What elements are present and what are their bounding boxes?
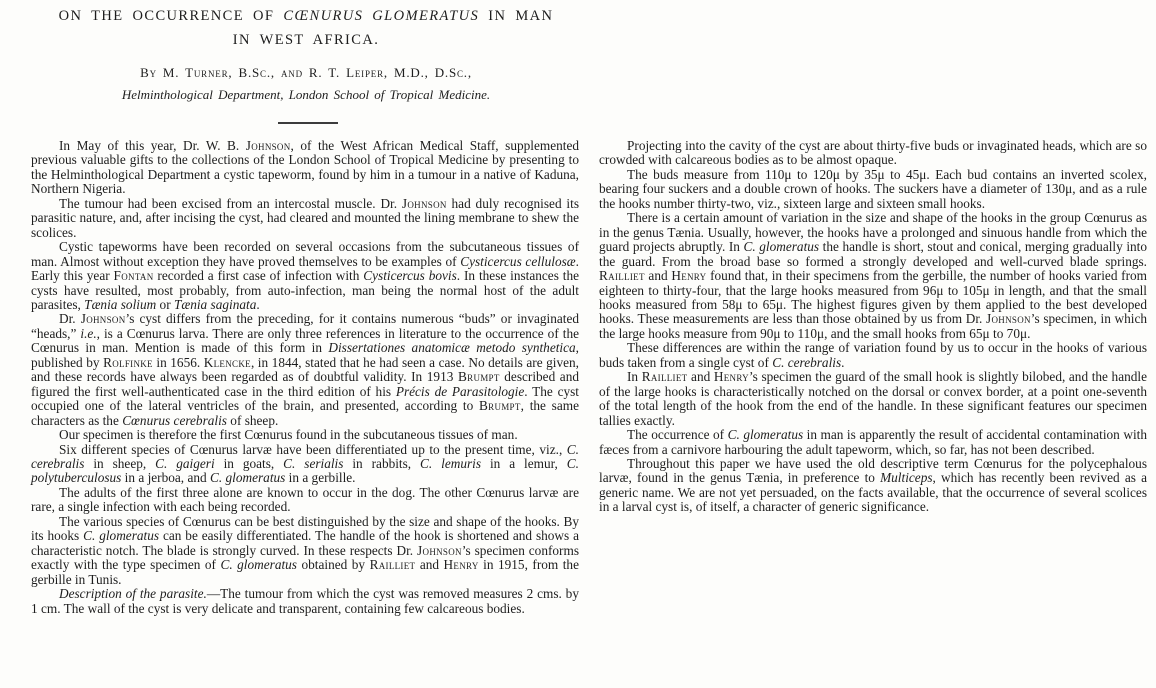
text-run: ’s specimen the guard of the small hook is slightly bilobed, and the handle of the large hooks is characteristically notched on the dorsal or convex border, at a point one-seventh of the total length of the hook from the end of the handle. In these significant features our specimen tallies exactly. <box>599 369 1147 428</box>
text-run: ’s specimen, in which the large hooks measure from 90μ to 110μ, and the small hooks from 65μ to 70μ. <box>599 311 1147 341</box>
text-run: Cœnurus cerebralis <box>122 412 227 428</box>
text-run: Klencke <box>203 354 251 370</box>
text-run: in 1656. <box>152 354 204 370</box>
text-run: The various species of Cœnurus can be best distinguished by the size and shape of the hooks. By its hooks <box>31 513 579 544</box>
text-run: Dissertationes anatomicæ metodo synthetica <box>328 340 576 356</box>
paragraph <box>31 587 579 616</box>
paragraph <box>31 240 579 312</box>
text-run: can be easily differentiated. The handle of the hook is shortened and shows a characteristic notch. The blade is strongly curved. In these respects Dr. <box>31 528 579 558</box>
paragraph <box>31 197 579 240</box>
text-run: Projecting into the cavity of the cyst are about thirty-five buds or invaginated heads, which are so crowded with calcareous bodies as to be almost opaque. <box>599 138 1147 168</box>
text-run: Tænia solium <box>84 296 157 312</box>
text-run: Dr. <box>59 311 81 327</box>
text-run: Description of the parasite. <box>59 586 207 602</box>
text-run: Cysticercus cellulosæ <box>460 253 576 269</box>
paragraph <box>599 139 1147 168</box>
text-run: , is a Cœnurus larva. There are only three references in literature to the occurrence of the Cœnurus in man. Mention is made of this form in <box>31 325 579 356</box>
paragraph <box>31 312 579 428</box>
text-run: These differences are within the range of variation found by us to occur in the hooks of various buds taken from a single cyst of <box>599 340 1147 370</box>
text-run: the handle is short, stout and conical, merging gradually into the guard. From the broad base so formed a strongly developed and well-curved blade springs. <box>599 239 1148 269</box>
text-run: obtained by <box>296 557 370 573</box>
text-run: Railliet <box>369 557 416 573</box>
text-run: The adults of the first three alone are known to occur in the dog. The other Cœnurus larvæ are rare, a single infection with each being recorded. <box>31 484 579 515</box>
text-run: ON THE OCCURRENCE OF <box>58 8 284 24</box>
text-run: ’s specimen conforms exactly with the type specimen of <box>31 542 580 573</box>
paper-header <box>28 8 584 103</box>
text-run: Brumpt <box>478 398 521 414</box>
text-run: C. lemuris <box>420 455 482 471</box>
text-run: Throughout this paper we have used the old descriptive term Cœnurus for the polycephalous larvæ, found in the genus Tænia, in preference to <box>599 455 1147 486</box>
text-run: C. gaigeri <box>155 455 215 471</box>
paragraph <box>599 428 1147 457</box>
paragraph <box>599 457 1147 515</box>
text-run: Johnson <box>245 138 291 153</box>
paragraph <box>31 486 579 515</box>
text-run: C. cerebralis <box>31 441 579 471</box>
text-run: IN MAN <box>479 8 554 24</box>
text-run: described and figured the first well-authenticated case in the third edition of his <box>31 369 580 399</box>
text-run: and <box>687 369 714 385</box>
right-text-column <box>599 139 1147 515</box>
paper-title-line-2: IN WEST AFRICA. <box>232 32 380 48</box>
text-run: Johnson <box>401 195 447 211</box>
text-run: and <box>644 268 672 284</box>
text-run: . <box>256 296 260 312</box>
text-run: The tumour had been excised from an intercostal muscle. Dr. <box>59 195 402 211</box>
text-run: The occurrence of <box>627 427 728 443</box>
text-run: In <box>627 369 642 385</box>
text-run: in a lemur, <box>481 455 567 471</box>
paragraph <box>599 341 1147 370</box>
text-run: C. serialis <box>283 455 344 471</box>
text-run: in a jerboa, and <box>121 470 210 486</box>
text-run: in man is apparently the result of accidental contamination with fæces from a carnivore harbouring the adult tapeworm, which, so far, has not been described. <box>599 427 1147 457</box>
left-text-column <box>31 139 579 616</box>
text-run: Cystic tapeworms have been recorded on several occasions from the subcutaneous tissues of man. Almost without exception they have proved themselves to be examples of <box>31 239 579 269</box>
text-run: C. cerebralis <box>772 354 842 370</box>
text-run: . In these instances the cysts have resulted, most probably, from auto-infection, man being the normal host of the adult parasites, <box>31 268 580 312</box>
text-run: C. glomeratus <box>209 470 286 486</box>
paragraph <box>31 515 579 587</box>
text-run: , in 1844, stated that he had seen a case. No details are given, and these records have always been regarded as of doubtful validity. In 1913 <box>31 354 580 385</box>
text-run: Henry <box>671 268 707 284</box>
text-run: Henry <box>713 369 749 385</box>
text-run: Fontan <box>113 268 154 284</box>
text-run: , published by <box>31 340 579 370</box>
text-run: C. glomeratus <box>83 528 160 544</box>
text-run: There is a certain amount of variation in the size and shape of the hooks in the group Cœnurus as in the genus Tænia. Usually, however, the hooks have a prolonged and sinuous handle from which the guard projects abruptly. In <box>599 210 1147 255</box>
text-run: in 1915, from the gerbille in Tunis. <box>31 557 579 587</box>
text-run: Cysticercus bovis <box>363 268 457 284</box>
text-run: CŒNURUS GLOMERATUS <box>283 8 480 24</box>
paragraph <box>599 168 1147 211</box>
text-run: Henry <box>443 557 479 573</box>
text-run: of sheep. <box>226 412 279 428</box>
paragraph <box>599 211 1147 341</box>
text-run: C. glomeratus <box>743 239 820 255</box>
text-run: , which has recently been revived as a generic name. We are not yet persuaded, on the facts available, that the occurrence of several scolices in a larval cyst is, of itself, a character of generic significance. <box>599 470 1147 515</box>
paper-affiliation: Helminthological Department, London School of Tropical Medicine. <box>121 87 491 102</box>
text-run: in a gerbille. <box>285 470 356 486</box>
text-run: . The cyst occupied one of the lateral ventricles of the brain, and presented, according to <box>31 383 579 414</box>
text-run: Johnson <box>80 311 126 327</box>
paragraph <box>31 428 579 442</box>
text-run: Rolfinke <box>103 354 153 370</box>
text-run: Six different species of Cœnurus larvæ have been differentiated up to the present time, viz., <box>59 441 567 457</box>
text-run: Multiceps <box>880 470 933 486</box>
text-run: Brumpt <box>457 369 500 385</box>
text-run: had duly recognised its parasitic nature, and, after incising the cyst, had cleared and mounted the lining membrane to shew the scolices. <box>31 195 579 240</box>
text-run: The buds measure from 110μ to 120μ by 35μ to 45μ. Each bud contains an inverted scolex, bearing four suckers and a double crown of hooks. The suckers have a diameter of 130μ, and as a rule the hooks number thirty-two, viz., sixteen large and sixteen small hooks. <box>599 166 1147 211</box>
text-run: , the same characters as the <box>31 398 579 428</box>
text-run: C. glomeratus <box>220 557 297 573</box>
text-run: Railliet <box>641 369 688 385</box>
text-run: recorded a first case of infection with <box>153 268 364 284</box>
text-run: In May of this year, Dr. W. B. <box>59 138 246 153</box>
text-run: C. glomeratus <box>727 427 804 443</box>
text-run: ’s cyst differs from the preceding, for it contains numerous “buds” or invaginated “heads,” <box>31 311 580 341</box>
text-run: Johnson <box>417 542 462 558</box>
text-run: C. polytuberculosus <box>31 455 579 486</box>
paragraph <box>31 139 579 197</box>
section-divider-rule <box>278 122 338 124</box>
text-run: found that, in their specimens from the gerbille, the number of hooks varied from eighteen to thirty-four, that the large hooks measured from 96μ to 105μ in length, and that the small hooks measured from 58μ to 65μ. The highest figures given by them applied to the best developed hooks. These measurements are less than those obtained by us from Dr. <box>599 268 1147 327</box>
paragraph <box>31 443 579 486</box>
text-run: in rabbits, <box>343 455 421 471</box>
paper-byline: By M. Turner, B.Sc., and R. T. Leiper, M.D., D.Sc., <box>140 65 472 80</box>
text-run: Tænia saginata <box>173 296 257 312</box>
paper-title-line-1 <box>28 8 584 25</box>
text-run: in goats, <box>214 455 284 471</box>
text-run: Our specimen is therefore the first Cœnurus found in the subcutaneous tissues of man. <box>59 427 518 443</box>
text-run: —The tumour from which the cyst was removed measures 2 cms. by 1 cm. The wall of the cyst is very delicate and transparent, containing few calcareous bodies. <box>31 586 579 616</box>
text-run: , of the West African Medical Staff, supplemented previous valuable gifts to the collections of the London School of Tropical Medicine by presenting to the Helminthological Department a cystic tapeworm, found by him in a tumour in a native of Kaduna, Northern Nigeria. <box>31 138 580 197</box>
text-run: in sheep, <box>84 455 156 471</box>
text-run: . Early this year <box>31 253 579 284</box>
text-run: or <box>156 296 174 312</box>
text-run: Railliet <box>599 268 645 284</box>
text-run: . <box>841 354 845 370</box>
text-run: i.e. <box>80 325 97 341</box>
text-run: and <box>415 557 444 573</box>
paragraph <box>599 370 1147 428</box>
text-run: Précis de Parasitologie <box>395 383 525 399</box>
text-run: Johnson <box>986 311 1031 327</box>
